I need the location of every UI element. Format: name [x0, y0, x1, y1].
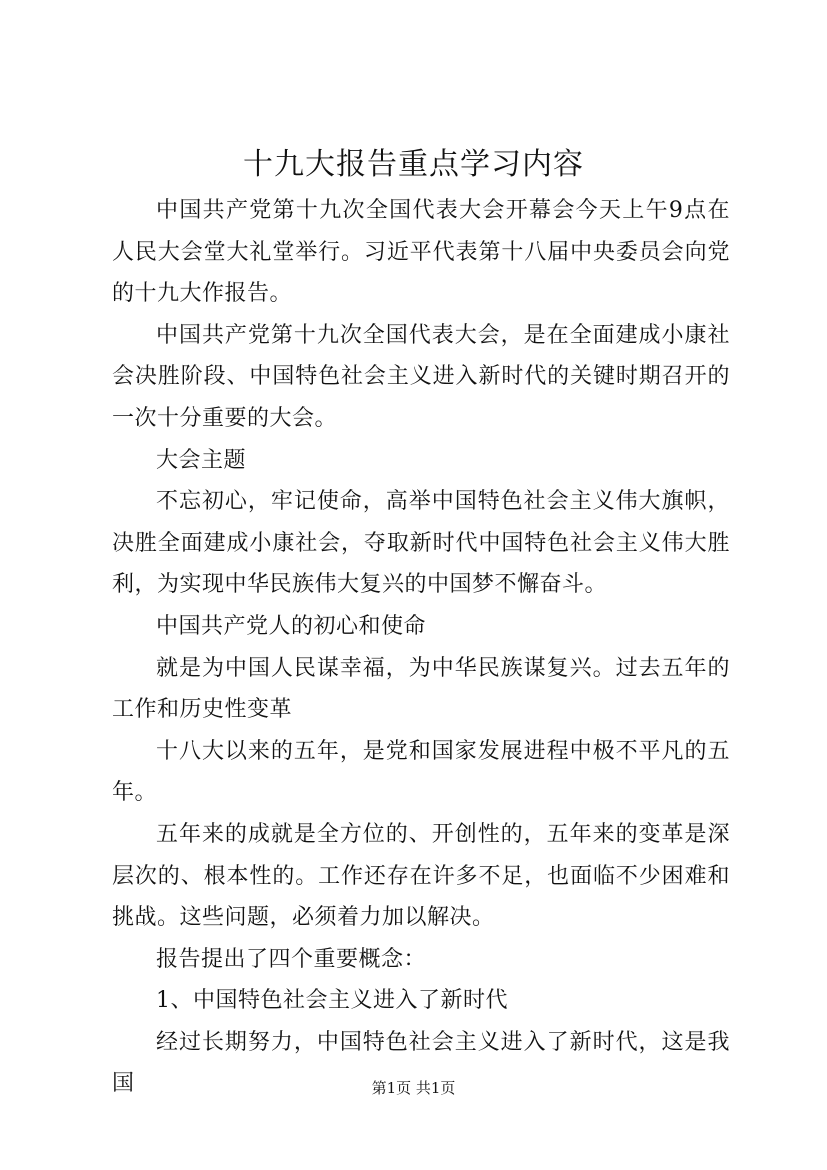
paragraph: 不忘初心，牢记使命，高举中国特色社会主义伟大旗帜，决胜全面建成小康社会，夺取新时代中国特色社会主义伟大胜利，为实现中华民族伟大复兴的中国梦不懈奋斗。 — [112, 489, 730, 598]
paragraph: 五年来的成就是全方位的、开创性的，五年来的变革是深层次的、根本性的。工作还存在许多不足，也面临不少困难和挑战。这些问题，必须着力加以解决。 — [112, 821, 730, 931]
page-footer: 第1页 共1页 — [371, 1079, 456, 1097]
paragraph: 就是为中国人民谋幸福，为中华民族谋复兴。过去五年的工作和历史性变革 — [112, 655, 730, 723]
section-heading: 大会主题 — [156, 447, 247, 473]
document-body — [112, 190, 730, 1105]
paragraph: 报告提出了四个重要概念： — [156, 946, 427, 972]
paragraph: 中国共产党第十九次全国代表大会，是在全面建成小康社会决胜阶段、中国特色社会主义进入新时代的关键时期召开的一次十分重要的大会。 — [112, 322, 730, 431]
document-title: 十九大报告重点学习内容 — [243, 147, 584, 182]
list-heading: 1、中国特色社会主义进入了新时代 — [156, 988, 508, 1014]
section-heading: 中国共产党人的初心和使命 — [156, 613, 427, 639]
paragraph: 经过长期努力，中国特色社会主义进入了新时代，这是我国 — [112, 1029, 730, 1097]
paragraph: 中国共产党第十九次全国代表大会开幕会今天上午9点在人民大会堂大礼堂举行。习近平代表第十八届中央委员会向党的十九大作报告。 — [112, 198, 730, 307]
paragraph: 十八大以来的五年，是党和国家发展进程中极不平凡的五年。 — [112, 738, 730, 806]
